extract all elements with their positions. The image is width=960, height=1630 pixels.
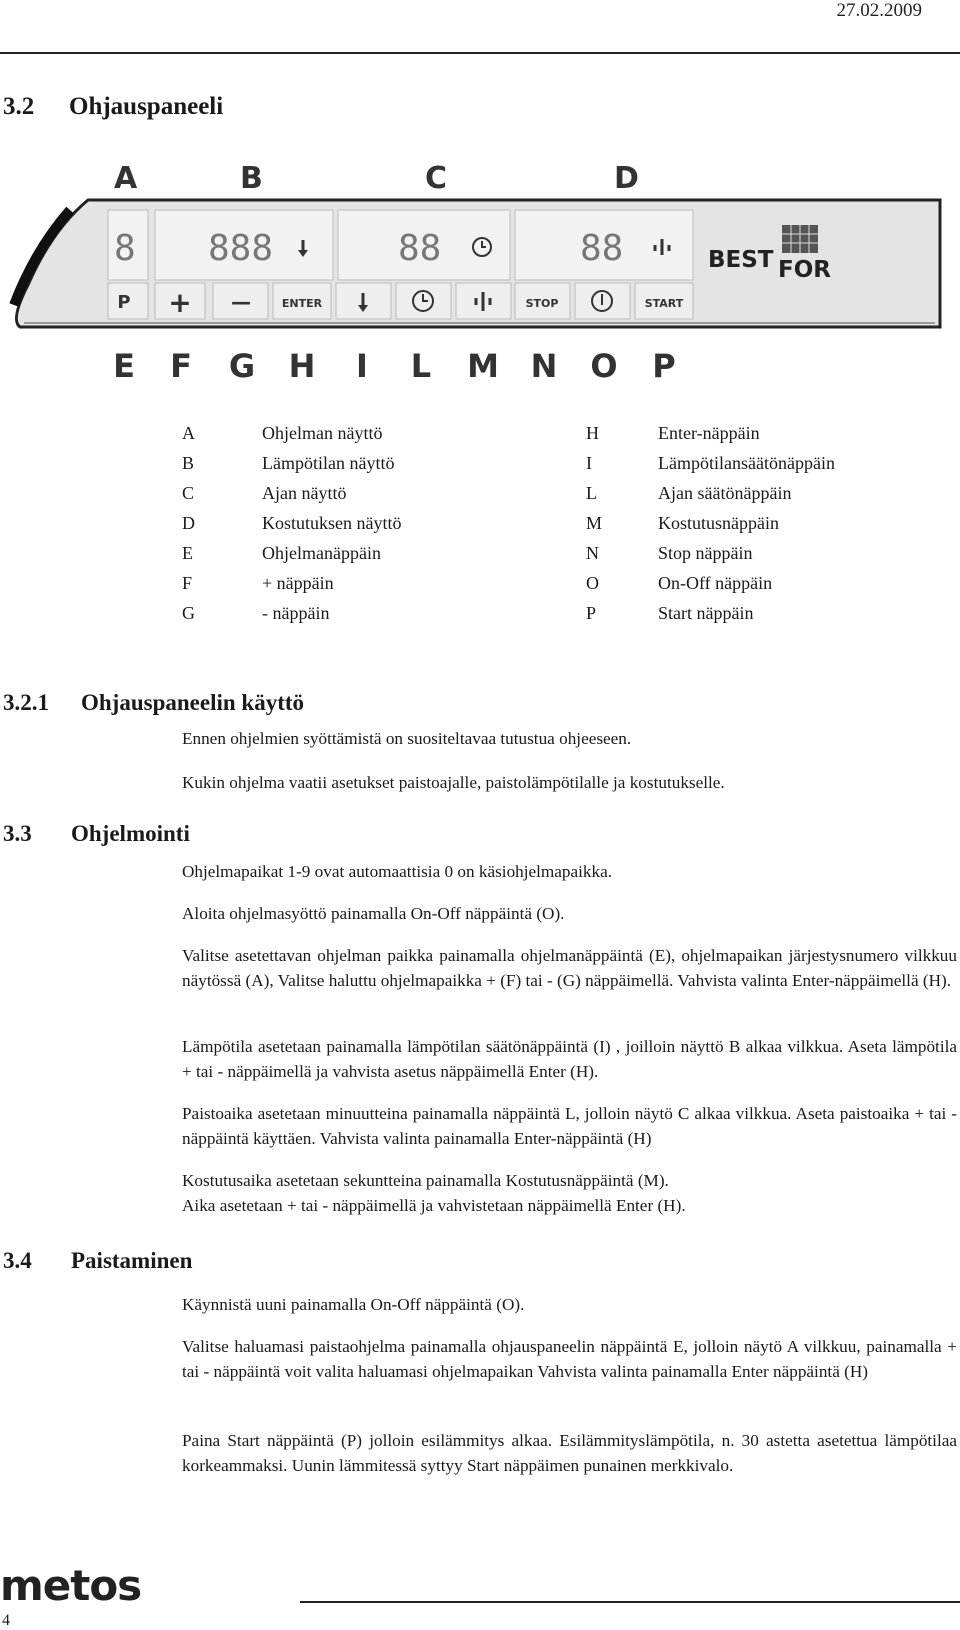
- section-number: 3.2.1: [3, 690, 49, 715]
- paragraph: Kostutusaika asetetaan sekuntteina painamalla Kostutusnäppäintä (M).: [182, 1171, 669, 1190]
- display-d-digits: 88: [580, 228, 624, 269]
- key-p-label: START: [644, 297, 684, 310]
- panel-letter-l: L: [410, 347, 432, 385]
- panel-letter-m: M: [467, 347, 499, 385]
- key-n-label: STOP: [525, 297, 559, 310]
- legend-letter: I: [586, 453, 592, 473]
- legend-letter: N: [586, 543, 599, 563]
- legend-letter: D: [182, 513, 195, 533]
- panel-legend: [182, 418, 942, 638]
- paragraph: Aika asetetaan + tai - näppäimellä ja vahvistetaan näppäimellä Enter (H).: [182, 1196, 686, 1215]
- panel-letter-p: P: [652, 347, 676, 385]
- legend-row: [182, 598, 942, 629]
- legend-desc: Ajan säätönäppäin: [658, 483, 792, 503]
- brand-text-best: BEST: [708, 247, 774, 273]
- legend-letter: F: [182, 573, 193, 593]
- key-h-label: ENTER: [281, 297, 323, 310]
- panel-letter-b: B: [240, 161, 263, 196]
- display-b-digits: 888: [208, 228, 274, 269]
- paragraph: Paistoaika asetetaan minuutteina painamalla näppäintä L, jolloin näytö C alkaa vilkkua. Aseta paistoaika + tai - näppäintä käyttäen. Vahvista valinta painamalla Enter-näppäintä (H): [182, 1104, 957, 1148]
- section-number: 3.2: [3, 93, 35, 120]
- section-heading-3-2-1: [3, 690, 304, 716]
- paragraph: Lämpötila asetetaan painamalla lämpötilan säätönäppäintä (I) , joilloin näyttö B alkaa vilkkua. Aseta lämpötila + tai - näppäimellä ja vahvista asetus näppäimellä Enter (H).: [182, 1037, 957, 1081]
- paragraph: Ennen ohjelmien syöttämistä on suositeltavaa tutustua ohjeeseen.: [182, 729, 632, 748]
- legend-letter: L: [586, 483, 597, 503]
- panel-letter-g: G: [228, 347, 256, 385]
- paragraph: Valitse haluamasi paistaohjelma painamalla ohjauspaneelin näppäintä E, jolloin näytö A vilkkuu, painamalla + tai - näppäintä voit valita haluamasi ohjelmapaikan Vahvista valinta painamalla Enter näppäintä (H): [182, 1337, 957, 1381]
- legend-letter: A: [182, 423, 195, 443]
- paragraph: Käynnistä uuni painamalla On-Off näppäintä (O).: [182, 1295, 525, 1314]
- section-heading-3-4: [3, 1248, 192, 1274]
- legend-desc: Lämpötilan näyttö: [262, 453, 395, 473]
- legend-desc: Enter-näppäin: [658, 423, 760, 443]
- display-a-digits: 8: [114, 228, 136, 269]
- legend-desc: + näppäin: [262, 573, 334, 593]
- key-g-label: —: [231, 290, 251, 314]
- legend-row: [182, 568, 942, 599]
- panel-letter-h: H: [288, 347, 316, 385]
- legend-desc: Lämpötilansäätönäppäin: [658, 453, 835, 473]
- legend-desc: Stop näppäin: [658, 543, 753, 563]
- section-number: 3.3: [3, 821, 32, 846]
- paragraph: Kukin ohjelma vaatii asetukset paistoajalle, paistolämpötilalle ja kostutukselle.: [182, 773, 725, 792]
- section-title: Ohjauspaneelin käyttö: [81, 690, 305, 715]
- key-e-label: P: [117, 292, 131, 313]
- legend-letter: O: [586, 573, 599, 593]
- metos-logo-text: metos: [0, 1568, 142, 1608]
- legend-desc: Kostutusnäppäin: [658, 513, 779, 533]
- header-rule: [0, 52, 960, 54]
- legend-row: [182, 538, 942, 569]
- panel-letter-f: F: [170, 347, 192, 385]
- legend-letter: H: [586, 423, 599, 443]
- page-date: 27.02.2009: [836, 0, 922, 21]
- legend-desc: Ohjelman näyttö: [262, 423, 383, 443]
- footer-rule: [300, 1601, 960, 1603]
- legend-desc: Ajan näyttö: [262, 483, 347, 503]
- panel-letter-o: O: [590, 347, 618, 385]
- panel-letter-e: E: [113, 347, 135, 385]
- paragraph: Ohjelmapaikat 1-9 ovat automaattisia 0 on käsiohjelmapaikka.: [182, 862, 613, 881]
- legend-desc: Start näppäin: [658, 603, 754, 623]
- paragraph: Valitse asetettavan ohjelman paikka painamalla ohjelmanäppäintä (E), ohjelmapaikan järjestysnumero vilkkuu näytössä (A), Valitse haluttu ohjelmapaikka + (F) tai - (G) näppäimellä. Vahvista valinta Enter-näppäimellä (H).: [182, 946, 957, 990]
- legend-letter: E: [182, 543, 193, 563]
- control-panel-illustration: [0, 155, 960, 395]
- panel-letter-n: N: [530, 347, 558, 385]
- legend-letter: P: [586, 603, 597, 623]
- metos-logo: [0, 1568, 230, 1608]
- panel-letter-c: C: [425, 161, 448, 196]
- brand-text-for: FOR: [778, 257, 831, 283]
- key-f-label: +: [168, 286, 192, 319]
- legend-desc: Kostutuksen näyttö: [262, 513, 402, 533]
- section-title: Paistaminen: [71, 1248, 193, 1273]
- section-heading-3-2: [3, 93, 223, 121]
- panel-letter-i: I: [356, 347, 368, 385]
- legend-letter: G: [182, 603, 195, 623]
- legend-row: [182, 508, 942, 539]
- paragraph: Aloita ohjelmasyöttö painamalla On-Off näppäintä (O).: [182, 904, 565, 923]
- legend-desc: On-Off näppäin: [658, 573, 773, 593]
- legend-row: [182, 418, 942, 449]
- legend-desc: - näppäin: [262, 603, 330, 623]
- section-heading-3-3: [3, 821, 190, 847]
- page-number: 4: [2, 1612, 10, 1629]
- display-c-digits: 88: [398, 228, 442, 269]
- legend-row: [182, 448, 942, 479]
- panel-letter-a: A: [114, 161, 138, 196]
- panel-letter-d: D: [614, 161, 639, 196]
- legend-row: [182, 478, 942, 509]
- section-title: Ohjauspaneeli: [69, 93, 224, 120]
- section-number: 3.4: [3, 1248, 32, 1273]
- legend-letter: M: [586, 513, 603, 533]
- section-title: Ohjelmointi: [71, 821, 190, 846]
- paragraph: Paina Start näppäintä (P) jolloin esilämmitys alkaa. Esilämmityslämpötila, n. 30 astetta asetettua lämpötilaa korkeammaksi. Uunin lämmitessä syttyy Start näppäimen punainen merkkivalo.: [182, 1431, 957, 1475]
- legend-letter: B: [182, 453, 195, 473]
- legend-letter: C: [182, 483, 195, 503]
- legend-desc: Ohjelmanäppäin: [262, 543, 381, 563]
